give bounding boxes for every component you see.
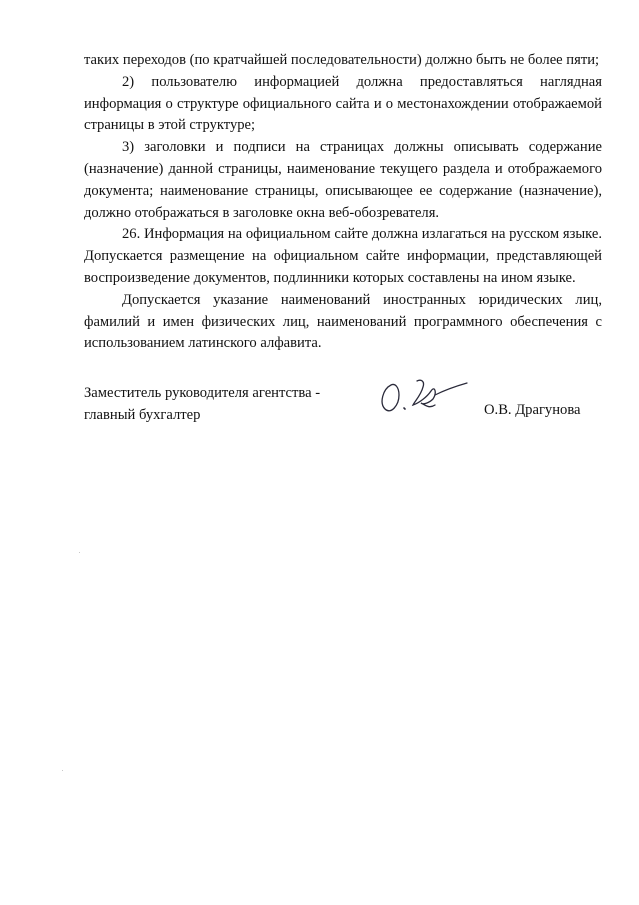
signature-block (84, 383, 604, 443)
paragraph-clause-26: 26. Информация на официальном сайте должна излагаться на русском языке. Допускается размещение на официальном сайте информации, представляющей воспроизведение документов, подлинники которых составлены на ином языке. (84, 226, 602, 286)
paragraph-continuation: таких переходов (по кратчайшей последовательности) должно быть не более пяти; (84, 52, 600, 68)
scan-speck (79, 552, 80, 553)
paragraph-latin-alphabet: Допускается указание наименований иностранных юридических лиц, фамилий и имен физических лиц, наименований программного обеспечения с использованием латинского алфавита. (84, 291, 602, 352)
signer-position (84, 383, 364, 427)
signer-name: О.В. Драгунова (484, 402, 581, 418)
document-body (84, 50, 602, 355)
paragraph-item-2: 2) пользователю информацией должна предоставляться наглядная информация о структуре официального сайта и о местонахождении отображаемой страницы в этой структуре; (84, 73, 602, 134)
paragraph-item-3: 3) заголовки и подписи на страницах должны описывать содержание (назначение) данной страницы, наименование текущего раздела и отображаемого документа; наименование страницы, описывающее ее содержание (назначение), должно отображаться в заголовке окна веб-обозревателя. (84, 139, 602, 221)
signer-position-line-1: Заместитель руководителя агентства - (84, 385, 321, 401)
handwritten-signature (377, 375, 487, 423)
scan-speck (62, 770, 63, 771)
signer-position-line-2: главный бухгалтер (84, 406, 201, 423)
